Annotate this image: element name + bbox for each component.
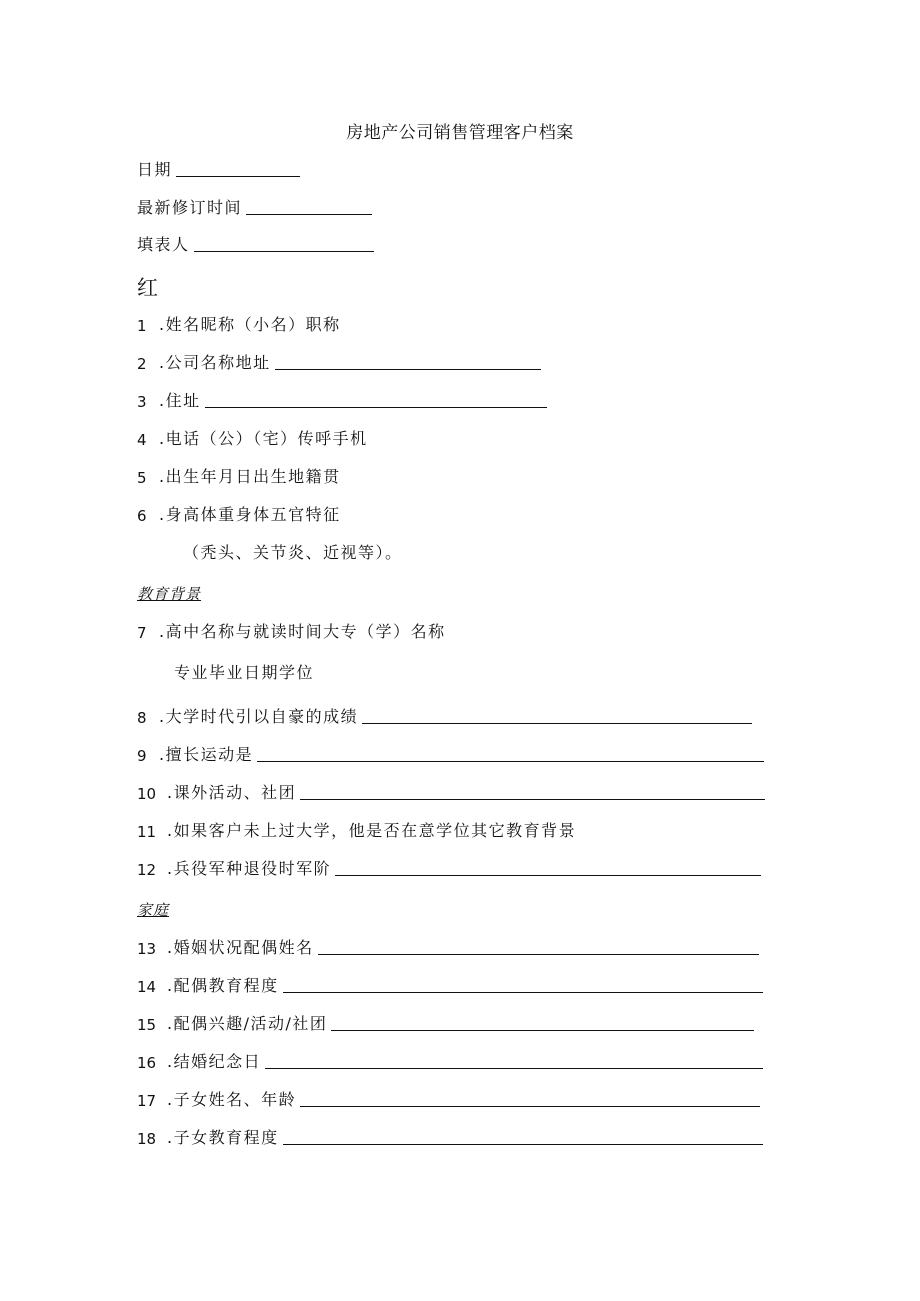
item-number: 1 xyxy=(137,317,147,335)
date-field xyxy=(137,158,300,180)
list-item xyxy=(137,819,576,841)
item-label: .擅长运动是 xyxy=(159,745,254,764)
list-item xyxy=(137,857,761,879)
spouse-interests-blank[interactable] xyxy=(331,1014,754,1031)
anniversary-blank[interactable] xyxy=(265,1052,763,1069)
list-item xyxy=(137,389,547,411)
item-label: .配偶教育程度 xyxy=(167,976,279,995)
list-item xyxy=(137,1088,760,1110)
item-number: 9 xyxy=(137,747,147,765)
list-item xyxy=(137,1012,754,1034)
item-number: 10 xyxy=(137,785,157,803)
date-label: 日期 xyxy=(137,160,173,179)
section-education: 教育背景 xyxy=(137,585,202,603)
item-number: 18 xyxy=(137,1130,157,1148)
list-item xyxy=(137,313,341,335)
date-blank[interactable] xyxy=(176,160,300,177)
section-red: 红 xyxy=(137,276,158,300)
item-label: .出生年月日出生地籍贯 xyxy=(159,467,341,486)
item-label: .课外活动、社团 xyxy=(167,783,297,802)
item-number: 5 xyxy=(137,469,147,487)
list-item xyxy=(137,351,541,373)
list-item xyxy=(137,620,446,642)
item-label: .住址 xyxy=(159,391,201,410)
item-number: 4 xyxy=(137,431,147,449)
item-number: 12 xyxy=(137,861,157,879)
item-label: .公司名称地址 xyxy=(159,353,271,372)
spouse-name-blank[interactable] xyxy=(318,938,759,955)
item-7-continuation: 专业毕业日期学位 xyxy=(174,663,315,682)
item-number: 2 xyxy=(137,355,147,373)
filler-label: 填表人 xyxy=(137,235,190,254)
page-title: 房地产公司销售管理客户档案 xyxy=(346,123,574,143)
item-label: .身高体重身体五官特征 xyxy=(159,505,341,524)
revision-time-blank[interactable] xyxy=(246,198,372,215)
list-item xyxy=(137,705,752,727)
item-number: 11 xyxy=(137,823,157,841)
company-address-blank[interactable] xyxy=(275,353,541,370)
item-number: 13 xyxy=(137,940,157,958)
item-number: 6 xyxy=(137,507,147,525)
item-label: .子女姓名、年龄 xyxy=(167,1090,297,1109)
list-item xyxy=(137,936,759,958)
list-item xyxy=(137,781,765,803)
list-item xyxy=(137,503,341,525)
item-label: .结婚纪念日 xyxy=(167,1052,262,1071)
item-label: .大学时代引以自豪的成绩 xyxy=(159,707,359,726)
item-label: .婚姻状况配偶姓名 xyxy=(167,938,314,957)
item-label: .姓名昵称（小名）职称 xyxy=(159,315,341,334)
list-item xyxy=(137,1126,763,1148)
item-number: 8 xyxy=(137,709,147,727)
military-blank[interactable] xyxy=(335,859,761,876)
item-number: 16 xyxy=(137,1054,157,1072)
item-6-note: （秃头、关节炎、近视等）。 xyxy=(183,543,403,562)
sports-blank[interactable] xyxy=(257,745,764,762)
address-blank[interactable] xyxy=(205,391,547,408)
list-item xyxy=(137,1050,763,1072)
list-item xyxy=(137,465,341,487)
college-achievement-blank[interactable] xyxy=(362,707,752,724)
revision-time-field xyxy=(137,196,372,218)
item-number: 7 xyxy=(137,624,147,642)
list-item xyxy=(137,743,764,765)
item-number: 14 xyxy=(137,978,157,996)
revision-time-label: 最新修订时间 xyxy=(137,198,243,217)
item-label: .如果客户未上过大学，他是否在意学位其它教育背景 xyxy=(167,821,577,840)
item-number: 3 xyxy=(137,393,147,411)
item-label: .高中名称与就读时间大专（学）名称 xyxy=(159,622,446,641)
item-label: .电话（公）（宅）传呼手机 xyxy=(159,429,368,448)
list-item xyxy=(137,974,763,996)
children-education-blank[interactable] xyxy=(283,1128,763,1145)
item-number: 17 xyxy=(137,1092,157,1110)
children-blank[interactable] xyxy=(300,1090,760,1107)
item-number: 15 xyxy=(137,1016,157,1034)
item-label: .子女教育程度 xyxy=(167,1128,279,1147)
item-label: .配偶兴趣/活动/社团 xyxy=(167,1014,328,1033)
spouse-education-blank[interactable] xyxy=(283,976,763,993)
section-family: 家庭 xyxy=(137,901,170,919)
item-label: .兵役军种退役时军阶 xyxy=(167,859,332,878)
activities-blank[interactable] xyxy=(300,783,765,800)
filler-blank[interactable] xyxy=(194,235,374,252)
filler-field xyxy=(137,233,374,255)
list-item xyxy=(137,427,368,449)
